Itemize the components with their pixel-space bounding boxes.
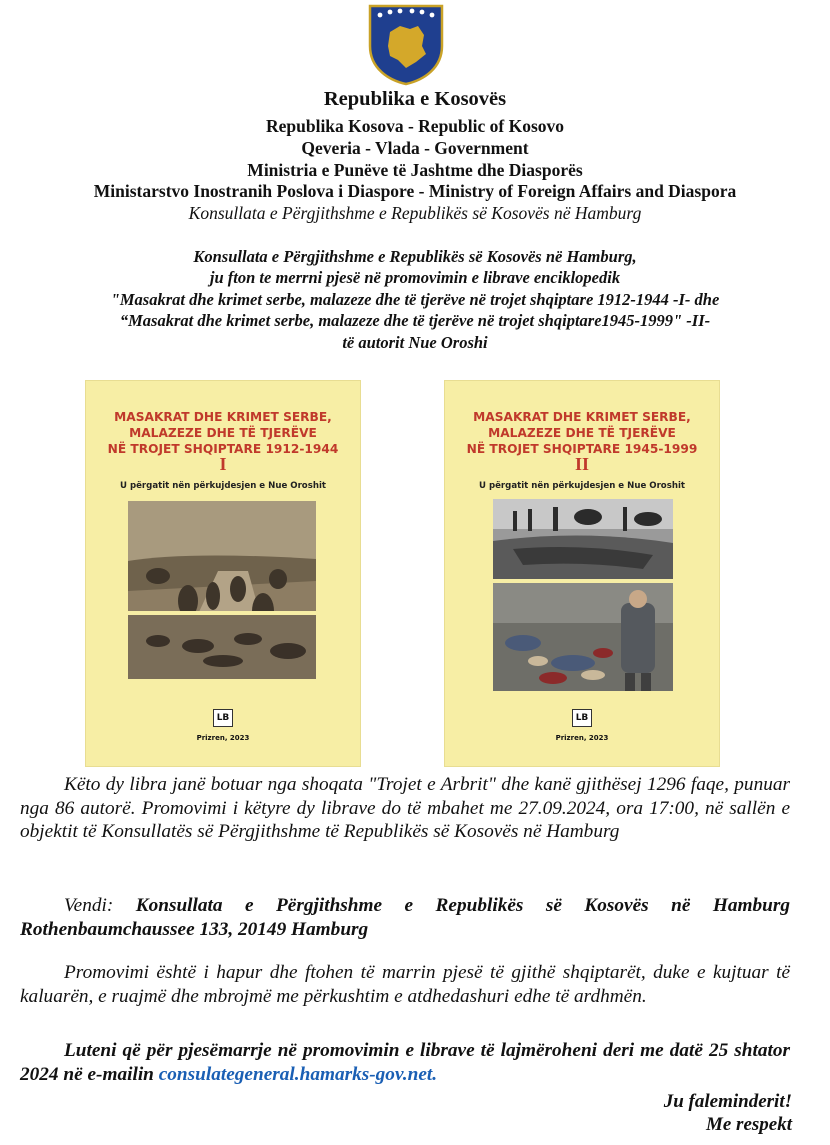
book-title [86, 409, 360, 457]
invitation-line: Konsullata e Përgjithshme e Republikës së Kosovës në Hamburg, [193, 247, 637, 266]
historical-photo [493, 499, 673, 579]
book-cover-volume-2 [445, 381, 719, 766]
kosovo-coat-of-arms-icon [366, 2, 446, 86]
invitation-line: të autorit Nue Oroshi [342, 332, 488, 352]
paragraph-open-invitation [20, 961, 790, 1008]
header-ministry-translations: Ministarstvo Inostranih Poslova i Diaspore - Ministry of Foreign Affairs and Diaspora [93, 181, 737, 201]
header-country: Republika e Kosovës [323, 88, 507, 110]
paragraph-text: Promovimi është i hapur dhe ftohen të marrin pjesë të gjithë shqiptarët, duke e kujtuar të kaluarën, e ruajmë dhe mbrojmë me përkushtim e atdhedashuri edhe të ardhmën. [20, 962, 790, 1007]
email-link[interactable]: consulategeneral.hamarks-gov.net. [158, 1063, 438, 1085]
book-title-line: MASAKRAT DHE KRIMET SERBE, [114, 410, 332, 424]
paragraph-venue [20, 894, 790, 941]
header-ministry: Ministria e Punëve të Jashtme dhe Diasporës [247, 160, 583, 180]
book-cover-volume-1 [86, 381, 360, 766]
book-subtitle: U përgatit nën përkujdesjen e Nue Oroshit [119, 481, 326, 491]
paragraph-rsvp [20, 1039, 790, 1086]
book-subtitle: U përgatit nën përkujdesjen e Nue Oroshit [478, 481, 685, 491]
book-place-year: Prizren, 2023 [555, 734, 609, 742]
historical-photo [128, 501, 316, 679]
invitation-block [0, 246, 830, 353]
book-title-line: NË TROJET SHQIPTARE 1912-1944 [107, 442, 339, 456]
venue-label: Vendi: [64, 895, 114, 916]
venue-name: Konsullata e Përgjithshme e Republikës së Kosovës në Hamburg Rothenbaumchaussee 133, 20149 Hamburg [20, 895, 790, 940]
book-title [445, 409, 719, 457]
invitation-line: "Masakrat dhe krimet serbe, malazeze dhe të tjerëve në trojet shqiptare 1912-1944 -I- dhe [110, 289, 720, 309]
book-title-line: MALAZEZE DHE TË TJERËVE [488, 426, 676, 440]
book-title-line: MALAZEZE DHE TË TJERËVE [129, 426, 317, 440]
book-volume-number: I [219, 454, 227, 474]
book-volume-number: II [574, 454, 589, 474]
book-place-year: Prizren, 2023 [196, 734, 250, 742]
book-title-line: NË TROJET SHQIPTARE 1945-1999 [466, 442, 698, 456]
historical-photo [493, 583, 673, 691]
book-title-line: MASAKRAT DHE KRIMET SERBE, [473, 410, 691, 424]
invitation-line: “Masakrat dhe krimet serbe, malazeze dhe të tjerëve në trojet shqiptare1945-1999" -II- [119, 311, 711, 331]
paragraph-book-details [20, 773, 790, 844]
header-government: Qeveria - Vlada - Government [301, 138, 529, 158]
paragraph-text: Këto dy libra janë botuar nga shoqata "Trojet e Arbrit" dhe kanë gjithësej 1296 faqe, punuar nga 86 autorë. Promovimi i këtyre dy librave do të mbahet me 27.09.2024, ora 17:00, në sallën e objektit të Konsullatës së Përgjithshme të Republikës së Kosovës në Hamburg [20, 774, 790, 843]
invitation-line: ju fton te merrni pjesë në promovimin e librave enciklopedik [209, 268, 621, 288]
header-consulate: Konsullata e Përgjithshme e Republikës së Kosovës në Hamburg [188, 203, 642, 223]
publisher-logo: LB [213, 709, 233, 727]
publisher-logo: LB [572, 709, 592, 727]
closing-thanks: Ju faleminderit! [663, 1091, 792, 1112]
header-country-translations: Republika Kosova - Republic of Kosovo [265, 116, 565, 136]
paragraph-text: Luteni që për pjesëmarrje në promovimin e librave të lajmëroheni deri me datë 25 shtator 2024 në e-mailin [20, 1040, 790, 1085]
closing-regards: Me respekt [705, 1114, 792, 1135]
